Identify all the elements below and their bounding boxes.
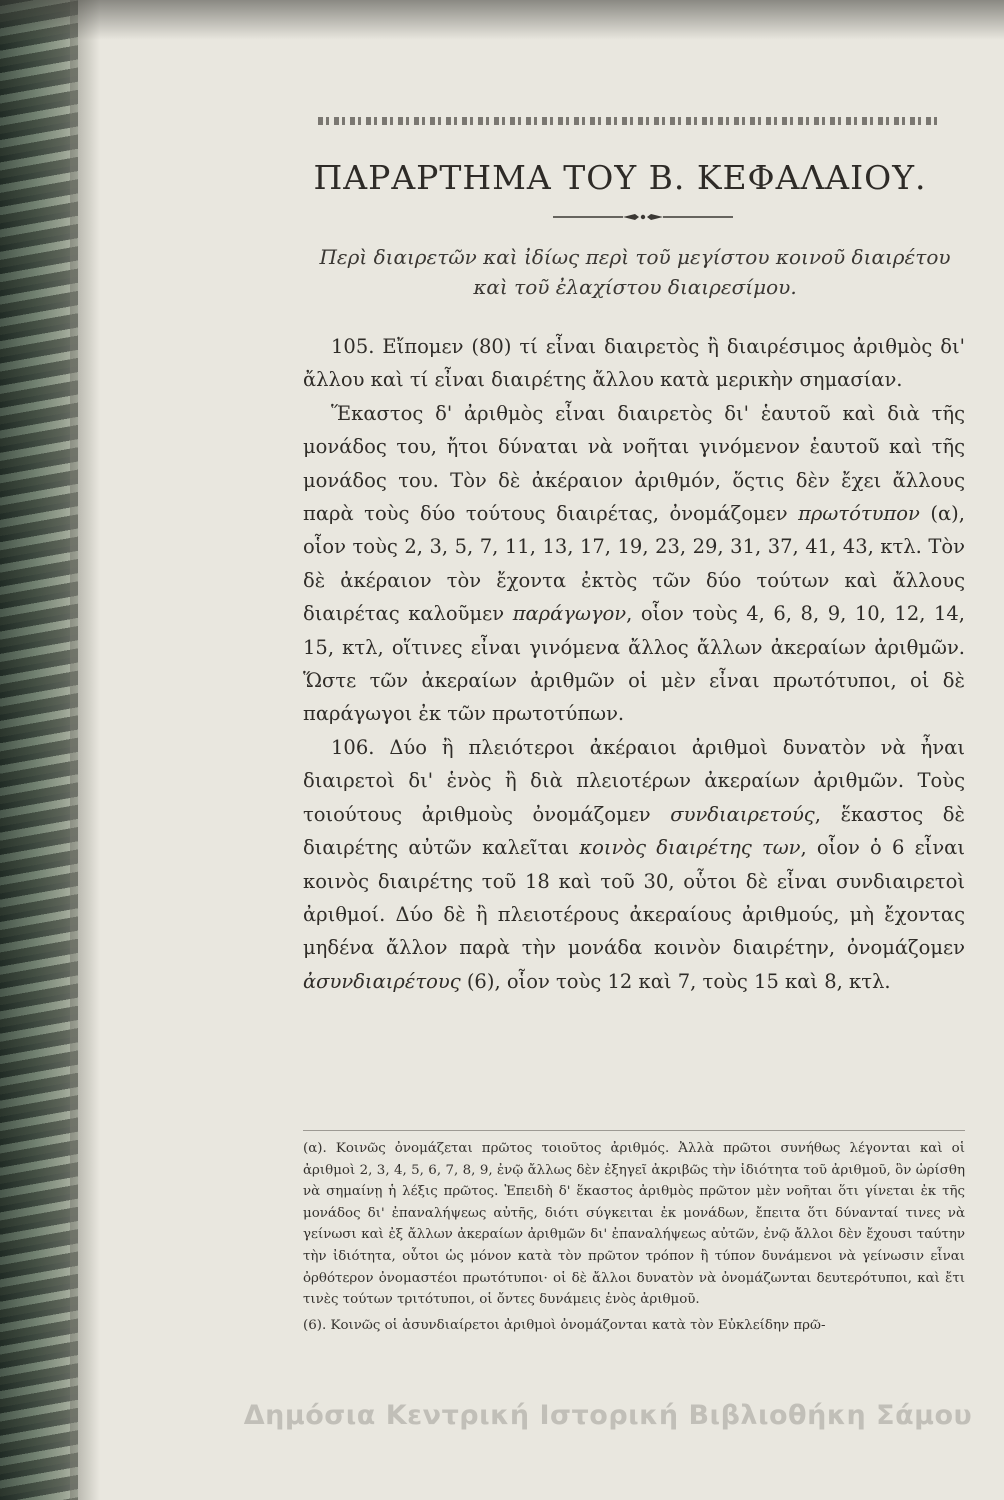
term-common-divisor: κοινὸς διαιρέτης των — [579, 836, 801, 860]
paragraph-105 — [303, 330, 965, 397]
header-ornament-rule — [318, 117, 940, 125]
footnote-separator — [303, 1130, 965, 1131]
term-composite: παράγωγον — [512, 602, 627, 626]
paragraph-number-105: 105. — [331, 335, 375, 358]
term-prime: πρωτότυπον — [798, 502, 920, 526]
book-spine-binding — [0, 0, 78, 1500]
paragraph-primes-text-b: (α), οἷον τοὺς 2, 3, 5, 7, 11, 13, 17, 19, 23, 29, 31, 37, 41, 43, κτλ. Τὸν δὲ ἀκέραιον τὸν ἔχοντα ἐκτὸς τῶν δύο τούτων καὶ ἄλλους διαιρέτας καλοῦμεν — [303, 502, 965, 626]
footnotes-block — [303, 1138, 965, 1336]
paragraph-primes-text-a: Ἕκαστος δ' ἀριθμὸς εἶναι διαιρετὸς δι' ἑαυτοῦ καὶ διὰ τῆς μονάδος του, ἤτοι δύναται νὰ νοῆται γινόμενον ἑαυτοῦ καὶ τῆς μονάδος του. Τὸν δὲ ἀκέραιον ἀριθμόν, ὅςτις δὲν ἔχει ἄλλους παρὰ τοὺς δύο τούτους διαιρέτας, ὀνομάζομεν — [303, 401, 965, 526]
paragraph-106-text-b: , ἕκαστος δὲ διαιρέτης αὐτῶν καλεῖται — [303, 802, 965, 860]
paragraph-primes — [303, 397, 965, 731]
library-watermark: Δημόσια Κεντρική Ιστορική Βιβλιοθήκη Σάμου — [243, 1400, 973, 1431]
paragraph-106 — [303, 731, 965, 998]
section-subtitle: Περὶ διαιρετῶν καὶ ἰδίως περὶ τοῦ μεγίστου κοινοῦ διαιρέτου καὶ τοῦ ἐλαχίστου διαιρεσίμου. — [319, 245, 951, 299]
main-text-block — [303, 330, 965, 998]
page-gutter-shadow — [70, 0, 100, 1500]
paragraph-number-106: 106. — [331, 735, 375, 759]
page-top-shadow — [0, 0, 1004, 40]
title-flourish-divider — [553, 212, 733, 222]
paragraph-105-text: Εἴπομεν (80) τί εἶναι διαιρετὸς ἢ διαιρέσιμος ἀριθμὸς δι' ἄλλου καὶ τί εἶναι διαιρέτης ἄλλου κατὰ μερικὴν σημασίαν. — [303, 335, 965, 392]
term-coprime: ἀσυνδιαιρέτους — [303, 969, 461, 993]
paragraph-106-text-c: , οἷον ὁ 6 εἶναι κοινὸς διαιρέτης τοῦ 18 καὶ τοῦ 30, οὗτοι δὲ εἶναι συνδιαιρετοὶ ἀριθμοί. Δύο δὲ ἢ πλειοτέρους ἀκεραίους ἀριθμούς, μὴ ἔχοντας μηδένα ἄλλον παρὰ τὴν μονάδα κοινὸν διαιρέτην, ὀνομάζομεν — [303, 836, 965, 960]
term-codivisible: συνδιαιρετούς — [670, 802, 815, 826]
paragraph-106-text-d: (6), οἷον τοὺς 12 καὶ 7, τοὺς 15 καὶ 8, κτλ. — [460, 969, 891, 993]
footnote-b: (6). Κοινῶς οἱ ἀσυνδιαίρετοι ἀριθμοὶ ὀνομάζονται κατὰ τὸν Εὐκλείδην πρῶ- — [303, 1317, 826, 1333]
page-title: ΠΑΡΑΡΤΗΜΑ ΤΟΥ Β. ΚΕΦΑΛΑΙΟΥ. — [313, 158, 927, 197]
footnote-a: (α). Κοινῶς ὀνομάζεται πρῶτος τοιοῦτος ἀριθμός. Ἀλλὰ πρῶτοι συνήθως λέγονται καὶ οἱ ἀριθμοὶ 2, 3, 4, 5, 6, 7, 8, 9, ἐνῷ ἄλλως δὲν ἐξηγεῖ ἀκριβῶς τὴν ἰδιότητα τοῦ ἀριθμοῦ, ὃν ὡρίσθη νὰ σημαίνῃ ἡ λέξις πρῶτος. Ἐπειδὴ δ' ἕκαστος ἀριθμὸς πρῶτον μὲν νοῆται ὅτι γίνεται ἐκ τῆς μονάδος δι' ἐπαναλήψεως αὐτῆς, διότι σύγκειται ἐκ μονάδων, ἔπειτα ὅτι δύνανταί τινες νὰ γείνωσι καὶ ἐξ ἄλλων ἀκεραίων ἀριθμῶν δι' ἐπαναλήψεως αὐτῶν, ἐνῷ ἄλλοι δὲν ἔχουσι ταύτην τὴν ἰδιότητα, οὗτοι ὡς μόνον κατὰ τὸν πρῶτον τρόπον ἢ τύπον δυνάμενοι νὰ γείνωσιν εἶναι ὀρθότερον ὀνομαστέοι πρωτότυποι· οἱ δὲ ἄλλοι δυνατὸν νὰ ὀνομάζωνται δευτερότυποι, καὶ ἔτι τινὲς τούτων τριτότυποι, οἱ ὄντες δυνάμεις ἑνὸς ἀριθμοῦ. — [303, 1141, 965, 1308]
paragraph-106-text-a: Δύο ἢ πλειότεροι ἀκέραιοι ἀριθμοὶ δυνατὸν νὰ ἦναι διαιρετοὶ δι' ἑνὸς ἢ διὰ πλειοτέρων ἀκεραίων ἀριθμῶν. Τοὺς τοιούτους ἀριθμοὺς ὀνομάζομεν — [303, 735, 965, 826]
paragraph-primes-text-c: , οἷον τοὺς 4, 6, 8, 9, 10, 12, 14, 15, κτλ, οἵτινες εἶναι γινόμενα ἄλλος ἄλλων ἀκεραίων ἀριθμῶν. Ὥστε τῶν ἀκεραίων ἀριθμῶν οἱ μὲν εἶναι πρωτότυποι, οἱ δὲ παράγωγοι ἐκ τῶν πρωτοτύπων. — [303, 602, 965, 726]
